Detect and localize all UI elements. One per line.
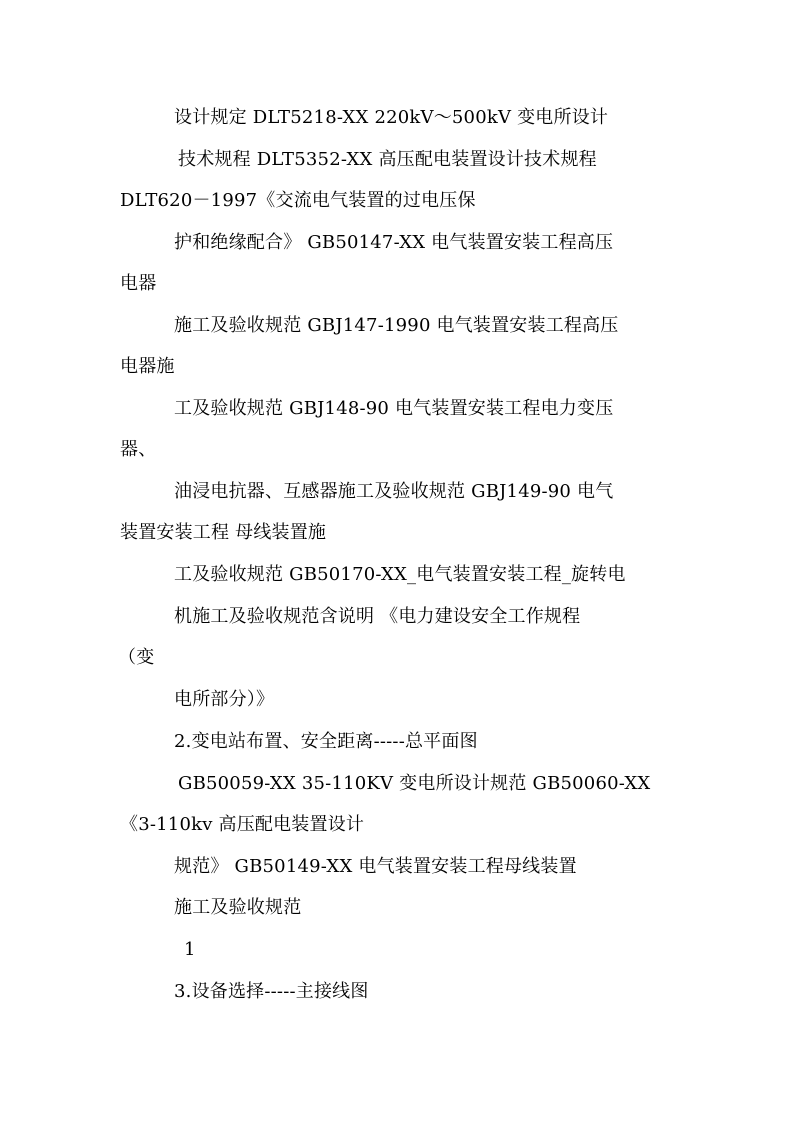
- text-line: 《3-110kv 高压配电装置设计: [120, 814, 365, 835]
- text-line: 电器施: [120, 356, 175, 377]
- text-line: 电器: [120, 273, 157, 294]
- text-line: 技术规程 DLT5352-XX 高压配电装置设计技术规程: [178, 149, 597, 170]
- text-line: GB50059-XX 35-110KV 变电所设计规范 GB50060-XX: [178, 773, 651, 794]
- text-line: 规范》 GB50149-XX 电气装置安装工程母线装置: [174, 856, 577, 877]
- text-line: 工及验收规范 GB50170-XX_电气装置安装工程_旋转电: [174, 564, 626, 585]
- text-line: 2.变电站布置、安全距离-----总平面图: [174, 731, 478, 752]
- text-line: 3.设备选择-----主接线图: [174, 981, 369, 1002]
- text-line: 设计规定 DLT5218-XX 220kV～500kV 变电所设计: [174, 107, 609, 128]
- text-line: 装置安装工程 母线装置施: [120, 522, 327, 543]
- text-line: 施工及验收规范: [174, 897, 302, 918]
- text-line: 器、: [120, 439, 157, 460]
- text-line: 施工及验收规范 GBJ147-1990 电气装置安装工程高压: [174, 315, 619, 336]
- text-line: 机施工及验收规范含说明 《电力建设安全工作规程: [174, 606, 581, 627]
- text-line: 护和绝缘配合》 GB50147-XX 电气装置安装工程高压: [174, 232, 614, 253]
- text-line: DLT620－1997《交流电气装置的过电压保: [120, 190, 476, 211]
- text-line: 油浸电抗器、互感器施工及验收规范 GBJ149-90 电气: [174, 481, 614, 502]
- text-line: 电所部分）》: [174, 689, 275, 710]
- page-number: 1: [184, 939, 196, 960]
- text-line: 工及验收规范 GBJ148-90 电气装置安装工程电力变压: [174, 398, 614, 419]
- text-line: （变: [118, 647, 155, 668]
